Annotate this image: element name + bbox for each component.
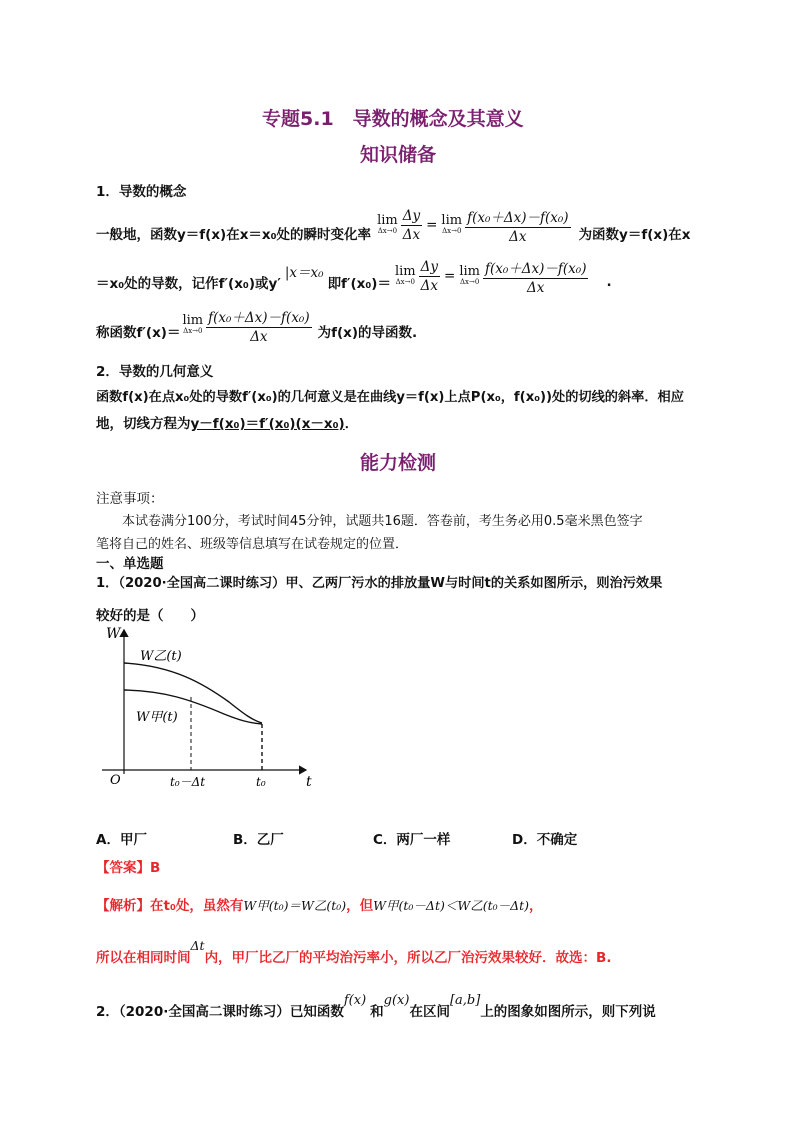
- curve-yi-label: W乙(t): [140, 649, 182, 664]
- tick-t0-label: t₀: [256, 775, 266, 789]
- eval-at-x0: |x＝x₀: [284, 265, 324, 281]
- fraction-difference-quotient: $\frac{\text{f(x₀＋Δx)－f(x₀)}}{\Delta x}$: [206, 306, 311, 345]
- q2-function-g: g(x): [383, 993, 410, 1008]
- concept-line-2: [96, 254, 612, 298]
- x-axis-label: t: [306, 774, 312, 790]
- lim-symbol: lim Δx→0: [182, 313, 204, 335]
- lim-symbol: lim Δx→0: [394, 264, 416, 286]
- concept-line-2-text: ＝x₀处的导数，记作f′(x₀)或y′: [96, 276, 281, 292]
- fraction-dy-dx: $\frac{\Delta y}{\Delta x}$: [402, 207, 421, 243]
- q1-answer: 【答案】B: [96, 860, 161, 876]
- concept-line-1-end: 为函数y＝f(x)在x: [578, 227, 691, 243]
- concept-line-2-mid: 即f′(x₀)＝: [327, 276, 391, 292]
- analysis-text-2c: 内，甲厂比乙厂的平均治污率小，所以乙厂治污效果较好．故选：B.: [204, 950, 612, 966]
- origin-label: O: [110, 773, 121, 788]
- fraction-difference-quotient: $\frac{\text{f(x₀＋Δx)－f(x₀)}}{\Delta x}$: [465, 206, 570, 245]
- q2-function-f: f(x): [343, 993, 367, 1008]
- q1-graph: [94, 624, 324, 794]
- q1-analysis-line-1: [96, 894, 543, 914]
- concept-line-3-text: 称函数f′(x)＝: [96, 325, 181, 341]
- q1-analysis-line-2: [96, 938, 612, 966]
- section-single-choice: 一、单选题: [96, 556, 164, 572]
- analysis-text-2a: 所以在相同时间: [96, 950, 191, 966]
- tangent-line-equation: y－f(x₀)＝f′(x₀)(x－x₀): [190, 416, 345, 432]
- analysis-delta-t: Δt: [190, 938, 205, 953]
- concept-line-3-end: 为f(x)的导函数.: [317, 325, 418, 341]
- y-axis-label: W: [106, 626, 121, 642]
- fraction-difference-quotient: $\frac{\text{f(x₀＋Δx)－f(x₀)}}{\Delta x}$: [483, 257, 588, 296]
- option-b[interactable]: B．乙厂: [233, 832, 284, 848]
- analysis-label: 【解析】: [96, 898, 150, 914]
- lim-symbol: lim Δx→0: [377, 213, 398, 235]
- concept-line-2-end: .: [606, 274, 612, 290]
- analysis-text-1c: ，但: [346, 898, 374, 914]
- q2-stem-text-b: 在区间: [409, 1004, 450, 1020]
- notice-line-2: 笔将自己的姓名、班级等信息填写在试卷规定的位置．: [96, 537, 409, 552]
- q2-stem-text-c: 上的图象如图所示，则下列说: [480, 1004, 656, 1020]
- section-heading-geometric-meaning: 2．导数的几何意义: [96, 364, 214, 380]
- concept-line-3: [96, 304, 417, 346]
- notice-line-1: 本试卷满分100分，考试时间45分钟，试题共16题．答卷前，考生务必用0.5毫米黑色签字: [122, 514, 643, 529]
- q2-stem-text-a: 2．（2020·全国高二课时练习）已知函数: [96, 1004, 344, 1020]
- tick-t0-minus-dt-label: t₀－Δt: [170, 775, 206, 789]
- limit-formula-3: [182, 306, 311, 345]
- q2-stem-and: 和: [370, 1004, 384, 1020]
- q2-stem: [96, 993, 656, 1020]
- q1-stem-line-1: 1．（2020·全国高二课时练习）甲、乙两厂污水的排放量W与时间t的关系如图所示，则治污效果: [96, 576, 663, 591]
- notice-label: 注意事项：: [96, 491, 164, 507]
- geo-line-2-text: 地，切线方程为: [96, 416, 191, 432]
- q2-interval: [a,b]: [449, 993, 481, 1008]
- option-a[interactable]: A．甲厂: [96, 832, 147, 848]
- geo-line-2-end: ．: [344, 416, 359, 432]
- section-title-test: 能力检测: [360, 452, 437, 474]
- page-title: 专题5.1 导数的概念及其意义: [262, 108, 524, 130]
- analysis-text-1e: ，: [529, 898, 543, 914]
- fraction-dy-dx: $\frac{\Delta y}{\Delta x}$: [420, 258, 439, 294]
- geometric-meaning-line-2: [96, 412, 358, 432]
- concept-line-1-text: 一般地，函数y＝f(x)在x＝x₀处的瞬时变化率: [96, 227, 372, 243]
- analysis-formula-inequality: W甲(t₀－Δt)＜W乙(t₀－Δt): [373, 898, 530, 913]
- option-d[interactable]: D．不确定: [512, 832, 578, 848]
- q1-stem-line-2: 较好的是（ ）: [96, 608, 204, 624]
- limit-formula-1: lim Δx→0 $\frac{\Delta y}{\Delta x}$ = lim Δx→0 $\frac{\text{f(x₀＋Δx)－f(x₀)}}{\Delta x}$: [377, 207, 569, 245]
- lim-symbol: lim Δx→0: [459, 264, 480, 286]
- section-title-knowledge: 知识储备: [360, 144, 437, 166]
- analysis-text-1a: 在t₀处，虽然有: [150, 898, 244, 914]
- concept-line-1: [96, 200, 691, 250]
- curve-jia-label: W甲(t): [136, 710, 178, 725]
- lim-symbol: lim Δx→0: [441, 213, 463, 235]
- option-c[interactable]: C．两厂一样: [373, 832, 451, 848]
- limit-formula-2: lim Δx→0 $\frac{\Delta y}{\Delta x}$ = lim Δx→0 $\frac{\text{f(x₀＋Δx)－f(x₀)}}{\Delta x}$: [394, 258, 587, 296]
- section-heading-derivative-concept: 1．导数的概念: [96, 184, 187, 200]
- geometric-meaning-line-1: 函数f(x)在点x₀处的导数f′(x₀)的几何意义是在曲线y＝f(x)上点P(x₀，f(x₀))处的切线的斜率．相应: [96, 390, 684, 405]
- analysis-formula-equal: W甲(t₀)＝W乙(t₀): [243, 898, 347, 913]
